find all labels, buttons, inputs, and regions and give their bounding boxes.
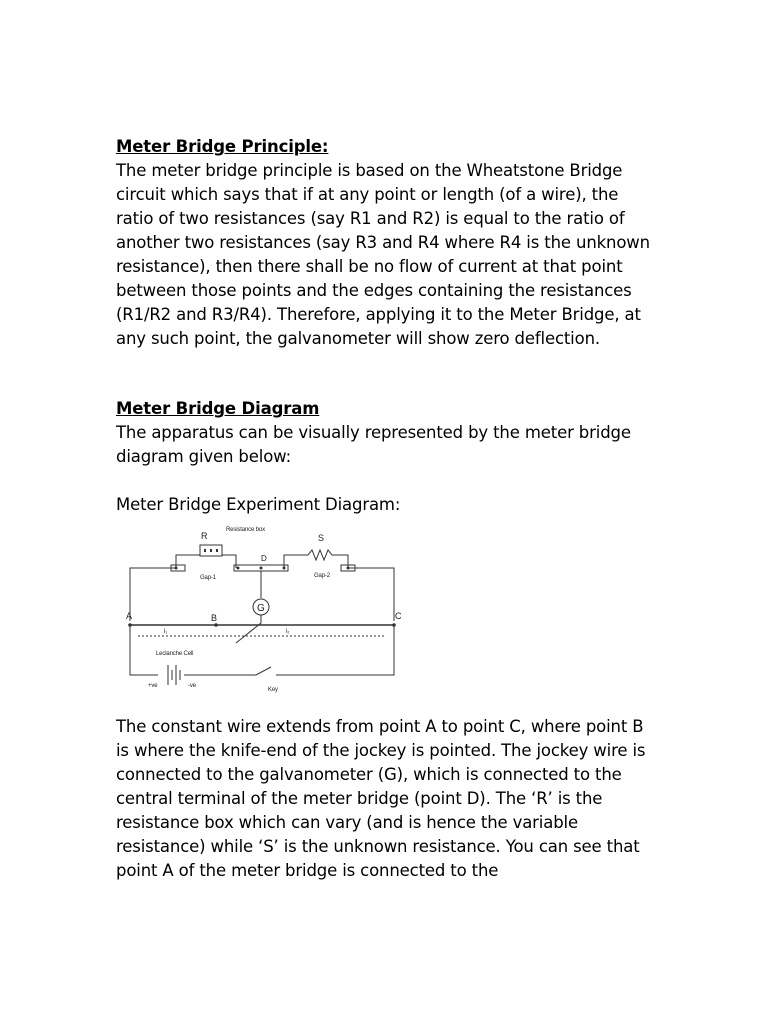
principle-heading: Meter Bridge Principle: <box>116 137 329 156</box>
gap1-label: Gap-1 <box>200 575 216 581</box>
meter-bridge-diagram <box>116 525 408 703</box>
diagram-intro-paragraph: The apparatus can be visually represented by the meter bridge diagram given below: <box>116 423 631 466</box>
g-label: G <box>257 603 265 614</box>
explanation-paragraph: The constant wire extends from point A to point C, where point B is where the knife-end of the jockey is pointed. The jockey wire is connected to the galvanometer (G), which is connected to the central terminal of the meter bridge (point D). The ‘R’ is the resistance box which can vary (and is hence the variable resistance) while ‘S’ is the unknown resistance. You can see that point A of the meter bridge is connected to the <box>116 717 646 880</box>
a-label: A <box>126 611 132 621</box>
diagram-heading: Meter Bridge Diagram <box>116 399 320 418</box>
minus-label: -ve <box>188 683 196 689</box>
gap2-label: Gap-2 <box>314 573 330 579</box>
l2-label: l₂ <box>286 629 290 635</box>
diagram-caption: Meter Bridge Experiment Diagram: <box>116 495 401 514</box>
document-content <box>116 135 656 883</box>
plus-label: +ve <box>148 683 158 689</box>
b-label: B <box>211 613 217 623</box>
c-label: C <box>395 611 402 621</box>
cell-label: Leclanche Cell <box>156 651 194 657</box>
l1-label: l₁ <box>164 629 168 635</box>
s-label: S <box>318 533 324 543</box>
key-label: Key <box>268 687 278 693</box>
d-label: D <box>261 554 267 563</box>
r-label: R <box>201 531 208 541</box>
resistance-box-label: Resistance box <box>226 527 265 533</box>
meter-bridge-circuit-svg <box>116 525 408 703</box>
principle-paragraph: The meter bridge principle is based on the Wheatstone Bridge circuit which says that if at any point or length (of a wire), the ratio of two resistances (say R1 and R2) is equal to the ratio of another two resistances (say R3 and R4 where R4 is the unknown resistance), then there shall be no flow of current at that point between those points and the edges containing the resistances (R1/R2 and R3/R4). Therefore, applying it to the Meter Bridge, at any such point, the galvanometer will show zero deflection. <box>116 161 650 348</box>
